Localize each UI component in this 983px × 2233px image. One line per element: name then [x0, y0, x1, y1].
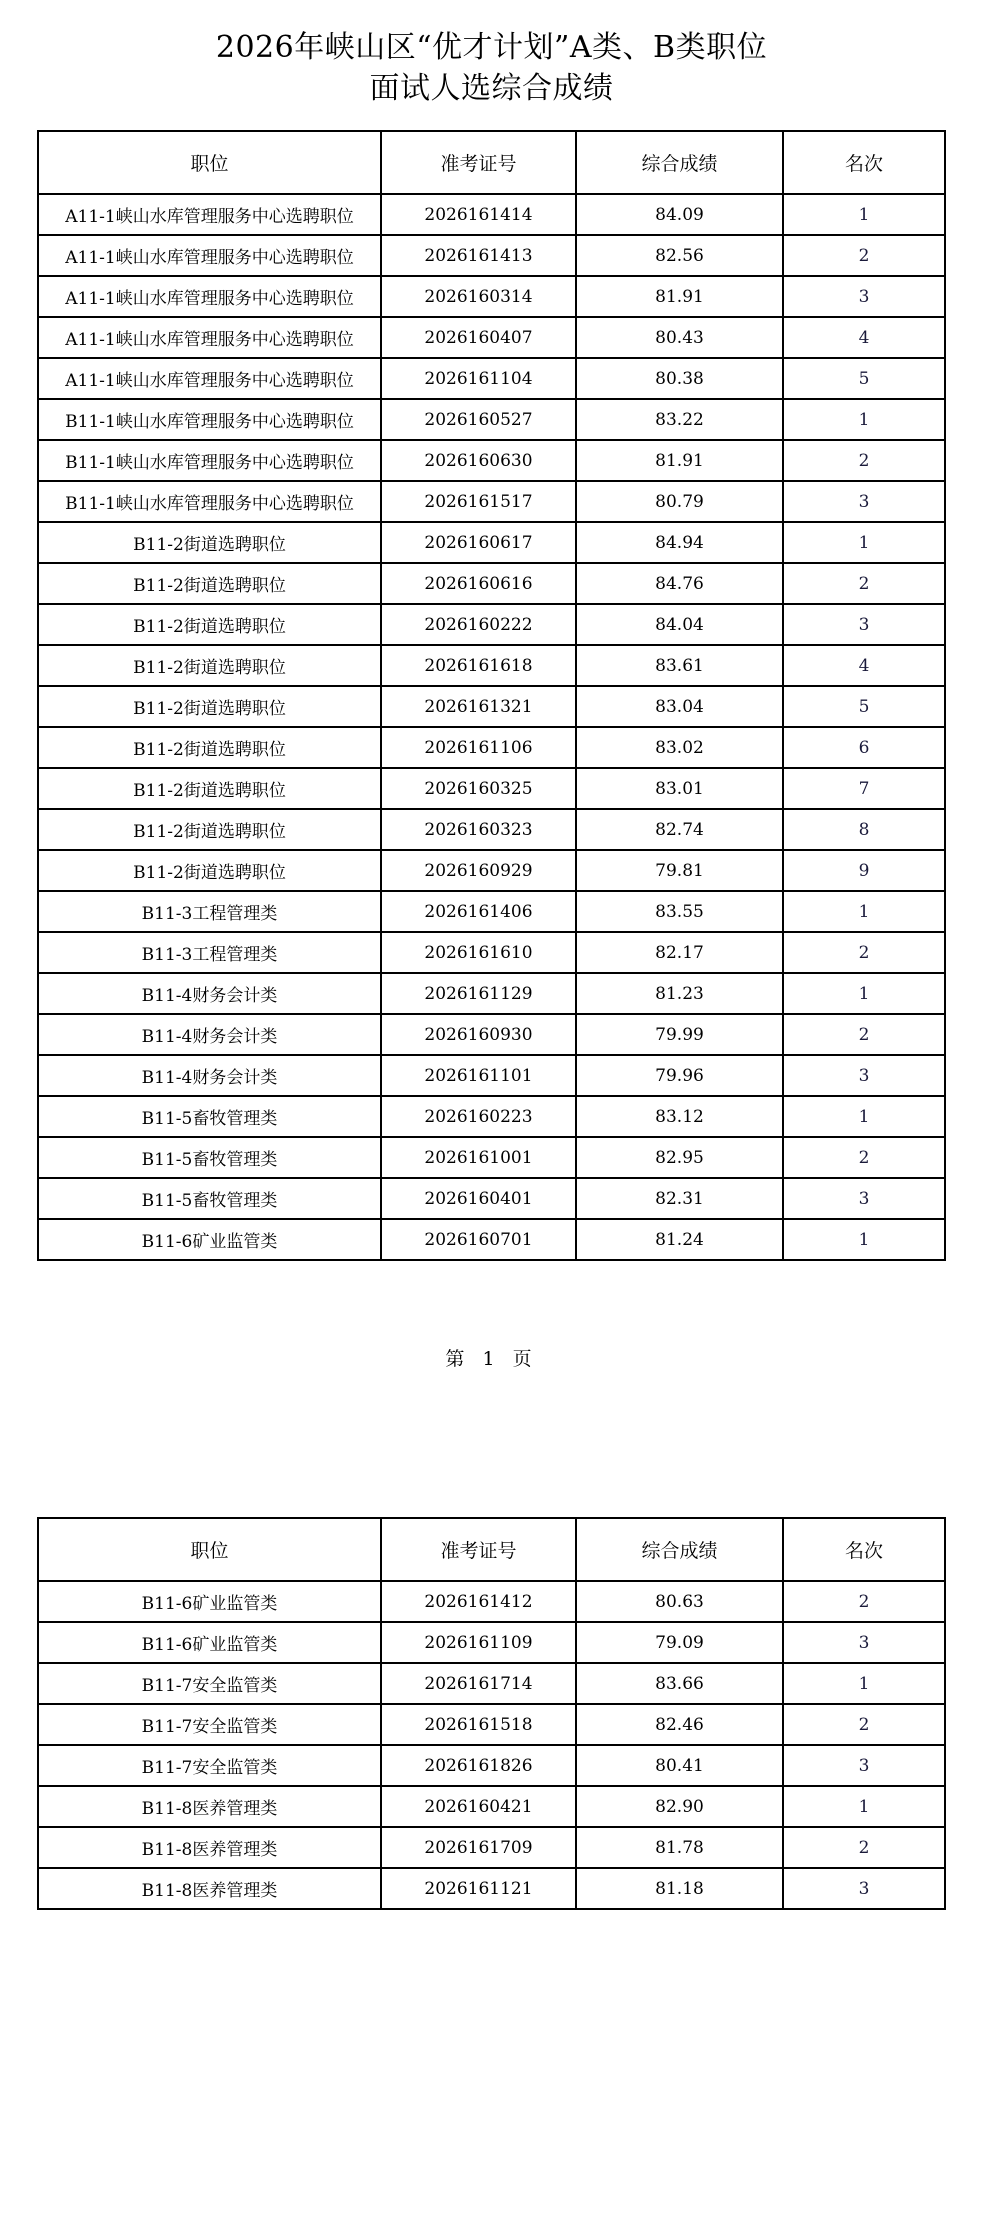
table-row	[38, 1096, 945, 1137]
rank-cell: 5	[783, 686, 945, 727]
rank-cell: 8	[783, 809, 945, 850]
document-title: 2026年峡山区“优才计划”A类、B类职位	[215, 30, 768, 65]
position-cell: A11-1峡山水库管理服务中心选聘职位	[38, 358, 381, 399]
position-cell: B11-2街道选聘职位	[38, 850, 381, 891]
position-cell: B11-5畜牧管理类	[38, 1096, 381, 1137]
table-row	[38, 1622, 945, 1663]
rank-cell: 2	[783, 1581, 945, 1622]
position-cell: B11-7安全监管类	[38, 1663, 381, 1704]
exam-id-cell: 2026161121	[381, 1868, 576, 1909]
table-body-page-1	[38, 194, 945, 1260]
exam-id-cell: 2026161406	[381, 891, 576, 932]
score-cell: 80.41	[576, 1745, 783, 1786]
table-row	[38, 645, 945, 686]
position-cell: B11-2街道选聘职位	[38, 522, 381, 563]
header-score: 综合成绩	[576, 1518, 783, 1581]
exam-id-cell: 2026160223	[381, 1096, 576, 1137]
score-cell: 83.22	[576, 399, 783, 440]
table-row	[38, 1137, 945, 1178]
table-row	[38, 1704, 945, 1745]
rank-cell: 2	[783, 1137, 945, 1178]
exam-id-cell: 2026160617	[381, 522, 576, 563]
table-row	[38, 1786, 945, 1827]
exam-id-cell: 2026160421	[381, 1786, 576, 1827]
rank-cell: 3	[783, 1178, 945, 1219]
rank-cell: 2	[783, 1827, 945, 1868]
position-cell: B11-5畜牧管理类	[38, 1137, 381, 1178]
exam-id-cell: 2026160325	[381, 768, 576, 809]
exam-id-cell: 2026160930	[381, 1014, 576, 1055]
table-row	[38, 1827, 945, 1868]
table-row	[38, 932, 945, 973]
rank-cell: 1	[783, 522, 945, 563]
position-cell: B11-6矿业监管类	[38, 1622, 381, 1663]
position-cell: B11-7安全监管类	[38, 1704, 381, 1745]
header-rank: 名次	[783, 131, 945, 194]
position-cell: B11-1峡山水库管理服务中心选聘职位	[38, 440, 381, 481]
position-cell: B11-4财务会计类	[38, 1014, 381, 1055]
exam-id-cell: 2026161414	[381, 194, 576, 235]
table-row	[38, 1663, 945, 1704]
score-cell: 81.18	[576, 1868, 783, 1909]
position-cell: A11-1峡山水库管理服务中心选聘职位	[38, 194, 381, 235]
rank-cell: 4	[783, 317, 945, 358]
position-cell: B11-5畜牧管理类	[38, 1178, 381, 1219]
exam-id-cell: 2026160222	[381, 604, 576, 645]
position-cell: B11-1峡山水库管理服务中心选聘职位	[38, 399, 381, 440]
table-row	[38, 1581, 945, 1622]
table-row	[38, 1178, 945, 1219]
exam-id-cell: 2026161104	[381, 358, 576, 399]
position-cell: B11-7安全监管类	[38, 1745, 381, 1786]
table-row	[38, 1055, 945, 1096]
position-cell: B11-6矿业监管类	[38, 1219, 381, 1260]
rank-cell: 2	[783, 1704, 945, 1745]
table-row	[38, 809, 945, 850]
table-row	[38, 399, 945, 440]
table-row	[38, 317, 945, 358]
score-cell: 80.79	[576, 481, 783, 522]
score-cell: 80.43	[576, 317, 783, 358]
exam-id-cell: 2026161618	[381, 645, 576, 686]
rank-cell: 1	[783, 1786, 945, 1827]
rank-cell: 2	[783, 563, 945, 604]
header-exam-id: 准考证号	[381, 131, 576, 194]
header-score: 综合成绩	[576, 131, 783, 194]
position-cell: B11-2街道选聘职位	[38, 686, 381, 727]
position-cell: B11-4财务会计类	[38, 1055, 381, 1096]
table-row	[38, 768, 945, 809]
exam-id-cell: 2026161106	[381, 727, 576, 768]
table-row	[38, 1745, 945, 1786]
score-cell: 82.17	[576, 932, 783, 973]
exam-id-cell: 2026161412	[381, 1581, 576, 1622]
rank-cell: 1	[783, 399, 945, 440]
score-cell: 84.76	[576, 563, 783, 604]
header-exam-id: 准考证号	[381, 1518, 576, 1581]
score-cell: 81.78	[576, 1827, 783, 1868]
rank-cell: 7	[783, 768, 945, 809]
table-header-row	[38, 131, 945, 194]
position-cell: B11-6矿业监管类	[38, 1581, 381, 1622]
score-cell: 80.38	[576, 358, 783, 399]
exam-id-cell: 2026160527	[381, 399, 576, 440]
table-row	[38, 973, 945, 1014]
position-cell: B11-8医养管理类	[38, 1827, 381, 1868]
exam-id-cell: 2026160701	[381, 1219, 576, 1260]
position-cell: B11-2街道选聘职位	[38, 604, 381, 645]
position-cell: B11-1峡山水库管理服务中心选聘职位	[38, 481, 381, 522]
exam-id-cell: 2026161001	[381, 1137, 576, 1178]
position-cell: B11-4财务会计类	[38, 973, 381, 1014]
table-row	[38, 235, 945, 276]
rank-cell: 2	[783, 1014, 945, 1055]
exam-id-cell: 2026160323	[381, 809, 576, 850]
score-cell: 81.91	[576, 276, 783, 317]
exam-id-cell: 2026161714	[381, 1663, 576, 1704]
score-cell: 81.91	[576, 440, 783, 481]
score-cell: 83.61	[576, 645, 783, 686]
rank-cell: 1	[783, 891, 945, 932]
table-row	[38, 604, 945, 645]
table-row	[38, 276, 945, 317]
score-cell: 83.55	[576, 891, 783, 932]
score-cell: 82.95	[576, 1137, 783, 1178]
table-row	[38, 1219, 945, 1260]
position-cell: B11-2街道选聘职位	[38, 563, 381, 604]
rank-cell: 1	[783, 1663, 945, 1704]
table-row	[38, 440, 945, 481]
exam-id-cell: 2026161101	[381, 1055, 576, 1096]
table-row	[38, 686, 945, 727]
table-row	[38, 481, 945, 522]
position-cell: B11-2街道选聘职位	[38, 645, 381, 686]
exam-id-cell: 2026161413	[381, 235, 576, 276]
rank-cell: 1	[783, 1096, 945, 1137]
table-row	[38, 1868, 945, 1909]
position-cell: A11-1峡山水库管理服务中心选聘职位	[38, 235, 381, 276]
score-cell: 81.24	[576, 1219, 783, 1260]
score-cell: 79.09	[576, 1622, 783, 1663]
rank-cell: 3	[783, 481, 945, 522]
exam-id-cell: 2026161517	[381, 481, 576, 522]
rank-cell: 6	[783, 727, 945, 768]
table-header-row	[38, 1518, 945, 1581]
score-cell: 82.46	[576, 1704, 783, 1745]
header-rank: 名次	[783, 1518, 945, 1581]
score-cell: 80.63	[576, 1581, 783, 1622]
rank-cell: 3	[783, 1622, 945, 1663]
exam-id-cell: 2026160616	[381, 563, 576, 604]
table-row	[38, 727, 945, 768]
rank-cell: 4	[783, 645, 945, 686]
rank-cell: 2	[783, 440, 945, 481]
position-cell: B11-8医养管理类	[38, 1868, 381, 1909]
score-cell: 79.96	[576, 1055, 783, 1096]
rank-cell: 9	[783, 850, 945, 891]
rank-cell: 3	[783, 276, 945, 317]
exam-id-cell: 2026160630	[381, 440, 576, 481]
score-cell: 81.23	[576, 973, 783, 1014]
score-cell: 83.12	[576, 1096, 783, 1137]
position-cell: A11-1峡山水库管理服务中心选聘职位	[38, 276, 381, 317]
score-cell: 83.04	[576, 686, 783, 727]
table-row	[38, 563, 945, 604]
position-cell: B11-8医养管理类	[38, 1786, 381, 1827]
rank-cell: 2	[783, 932, 945, 973]
score-cell: 84.94	[576, 522, 783, 563]
score-cell: 84.09	[576, 194, 783, 235]
score-cell: 79.81	[576, 850, 783, 891]
position-cell: B11-3工程管理类	[38, 891, 381, 932]
table-row	[38, 194, 945, 235]
document-subtitle: 面试人选综合成绩	[369, 71, 614, 106]
rank-cell: 1	[783, 1219, 945, 1260]
table-body-page-2	[38, 1581, 945, 1909]
rank-cell: 3	[783, 1055, 945, 1096]
rank-cell: 1	[783, 973, 945, 1014]
exam-id-cell: 2026161321	[381, 686, 576, 727]
exam-id-cell: 2026160314	[381, 276, 576, 317]
header-position: 职位	[38, 131, 381, 194]
score-cell: 82.56	[576, 235, 783, 276]
rank-cell: 2	[783, 235, 945, 276]
header-position: 职位	[38, 1518, 381, 1581]
table-row	[38, 1014, 945, 1055]
score-cell: 82.90	[576, 1786, 783, 1827]
rank-cell: 1	[783, 194, 945, 235]
table-row	[38, 850, 945, 891]
position-cell: B11-3工程管理类	[38, 932, 381, 973]
score-cell: 82.31	[576, 1178, 783, 1219]
score-cell: 83.66	[576, 1663, 783, 1704]
position-cell: B11-2街道选聘职位	[38, 727, 381, 768]
position-cell: A11-1峡山水库管理服务中心选聘职位	[38, 317, 381, 358]
rank-cell: 3	[783, 1868, 945, 1909]
score-table-page-1	[37, 130, 946, 1261]
exam-id-cell: 2026161109	[381, 1622, 576, 1663]
exam-id-cell: 2026161129	[381, 973, 576, 1014]
score-cell: 79.99	[576, 1014, 783, 1055]
rank-cell: 5	[783, 358, 945, 399]
score-cell: 83.01	[576, 768, 783, 809]
exam-id-cell: 2026160929	[381, 850, 576, 891]
table-row	[38, 358, 945, 399]
rank-cell: 3	[783, 604, 945, 645]
exam-id-cell: 2026161709	[381, 1827, 576, 1868]
score-cell: 83.02	[576, 727, 783, 768]
exam-id-cell: 2026160401	[381, 1178, 576, 1219]
score-table-page-2	[37, 1517, 946, 1910]
exam-id-cell: 2026160407	[381, 317, 576, 358]
position-cell: B11-2街道选聘职位	[38, 768, 381, 809]
exam-id-cell: 2026161610	[381, 932, 576, 973]
score-cell: 82.74	[576, 809, 783, 850]
exam-id-cell: 2026161826	[381, 1745, 576, 1786]
rank-cell: 3	[783, 1745, 945, 1786]
exam-id-cell: 2026161518	[381, 1704, 576, 1745]
table-row	[38, 522, 945, 563]
score-cell: 84.04	[576, 604, 783, 645]
page-number: 第 1 页	[445, 1348, 538, 1370]
table-row	[38, 891, 945, 932]
position-cell: B11-2街道选聘职位	[38, 809, 381, 850]
